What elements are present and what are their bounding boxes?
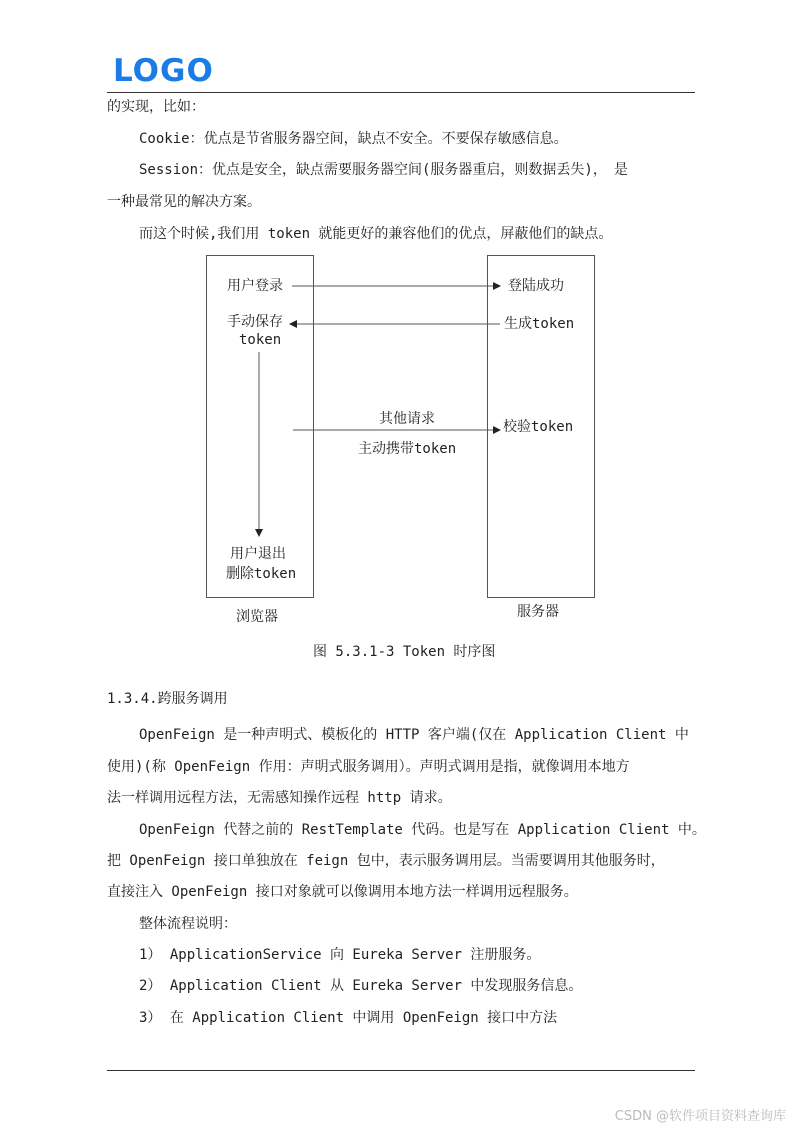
figure-caption: 图 5.3.1-3 Token 时序图	[313, 644, 496, 660]
diagram-carry-token: 主动携带token	[358, 441, 457, 457]
diagram-verify-token: 校验token	[503, 419, 574, 435]
flow-step-2: 2） Application Client 从 Eureka Server 中发现服务信息。	[139, 978, 583, 994]
diagram-generate-token: 生成token	[504, 316, 575, 332]
diagram-server-label: 服务器	[517, 604, 559, 620]
diagram-user-login: 用户登录	[227, 278, 283, 294]
text-line: 的实现，比如：	[107, 99, 205, 115]
text-line: 把 OpenFeign 接口单独放在 feign 包中，表示服务调用层。当需要调用其他服务时，	[107, 853, 665, 869]
diagram-logout: 用户退出	[230, 546, 286, 562]
section-heading: 1.3.4.跨服务调用	[107, 691, 228, 707]
diagram-other-request: 其他请求	[379, 411, 435, 427]
watermark: CSDN @软件项目资料查询库	[614, 1109, 786, 1124]
flow-title: 整体流程说明：	[139, 916, 237, 932]
text-line: OpenFeign 代替之前的 RestTemplate 代码。也是写在 Application Client 中。	[139, 822, 706, 838]
text-line: 法一样调用远程方法，无需感知操作远程 http 请求。	[107, 790, 452, 806]
text-line: 直接注入 OpenFeign 接口对象就可以像调用本地方法一样调用远程服务。	[107, 884, 578, 900]
text-line-token: 而这个时候,我们用 token 就能更好的兼容他们的优点，屏蔽他们的缺点。	[139, 226, 613, 242]
text-line-cookie: Cookie：优点是节省服务器空间，缺点不安全。不要保存敏感信息。	[139, 131, 568, 147]
diagram-delete-token: 删除token	[226, 566, 297, 582]
text-line: 使用)(称 OpenFeign 作用：声明式服务调用）。声明式调用是指，就像调用本地方	[107, 759, 630, 775]
flow-step-1: 1） ApplicationService 向 Eureka Server 注册服务。	[139, 947, 541, 963]
diagram-login-success: 登陆成功	[508, 278, 564, 294]
text-line-session: Session：优点是安全，缺点需要服务器空间(服务器重启，则数据丢失)， 是	[139, 162, 628, 178]
text-line: 一种最常见的解决方案。	[107, 194, 261, 210]
diagram-browser-label: 浏览器	[236, 609, 278, 625]
logo: LOGO	[113, 53, 214, 89]
diagram-save-token: 手动保存	[227, 314, 283, 330]
flow-step-3: 3） 在 Application Client 中调用 OpenFeign 接口中方法	[139, 1010, 558, 1026]
diagram-save-token-2: token	[239, 332, 282, 348]
text-line: OpenFeign 是一种声明式、模板化的 HTTP 客户端(仅在 Application Client 中	[139, 727, 689, 743]
footer-rule	[107, 1070, 695, 1071]
